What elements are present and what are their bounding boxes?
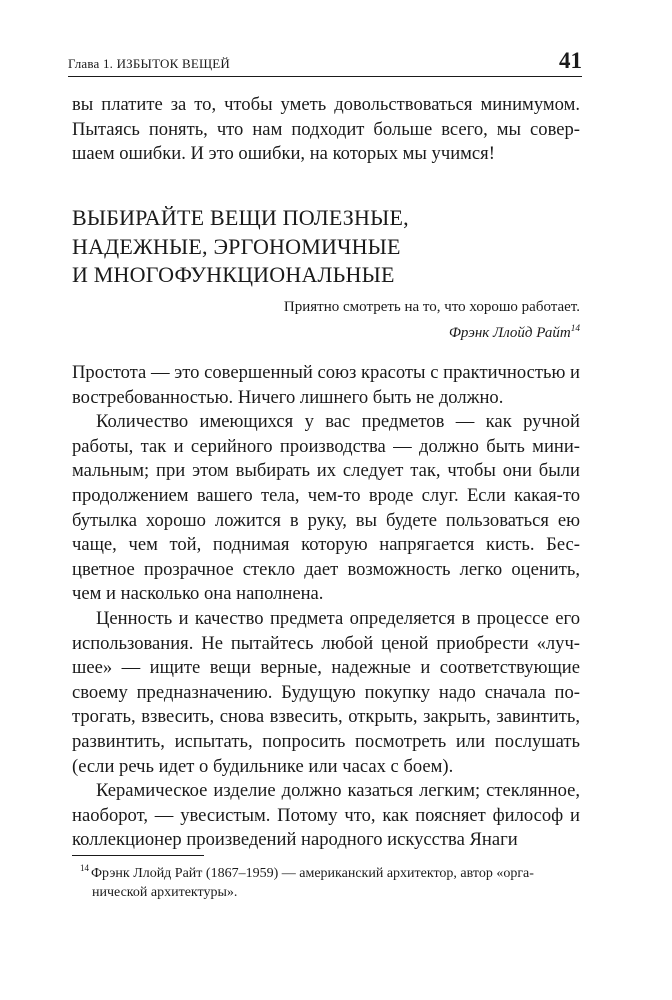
footnote-number: 14 [80,863,89,874]
text-line: чаще, чем той, поднимая которую напрягается кисть. Бес- [72,534,580,556]
epigraph-author-name: Фрэнк Ллойд Райт [448,325,571,341]
page-number: 41 [559,48,582,73]
paragraph [72,607,580,779]
text-line: трогать, взвесить, снова взвесить, открыть, закрыть, завинтить, [72,706,580,728]
heading-line: НАДЕЖНЫЕ, ЭРГОНОМИЧНЫЕ [72,233,401,259]
text-line: развинтить, испытать, попросить посмотреть или послушать [72,730,580,752]
text-line: цветное прозрачное стекло дает возможность легко оценить, [72,558,580,580]
text-line: продолжением вашего тела, чем-то вроде слуг. Если какая-то [72,484,580,506]
text-line: работы, так и серийного производства — должно быть мини- [72,435,580,457]
epigraph-quote: Приятно смотреть на то, что хорошо работает. [283,299,580,315]
paragraph [72,779,580,853]
footnote-line [80,864,580,883]
paragraph [72,361,580,410]
epigraph [284,294,580,346]
footnote [80,864,580,902]
text-line: и коллекционер произведений народного искусства Янаги [72,804,580,851]
running-head [68,50,582,76]
footnote-rule [72,855,204,856]
paragraph [72,93,580,167]
footnote-ref: 14 [570,324,580,334]
text-line: Ценность и качество предмета определяется в процессе его [96,607,580,629]
text-line: использования. Не пытайтесь любой ценой приобрести «луч- [72,632,580,654]
text-line: чем и насколько она наполнена. [72,583,324,605]
text-line: бутылка хорошо ложится в руку, вы будете пользоваться ею [72,509,580,531]
text-line: (если речь идет о будильнике или часах с боем). [72,755,454,777]
text-line: Простота — это совершенный союз красоты с практичностью [72,362,571,383]
running-title: Глава 1. ИЗБЫТОК ВЕЩЕЙ [68,56,231,71]
main-text [72,361,580,853]
heading-line: И МНОГОФУНКЦИОНАЛЬНЫЕ [72,262,395,287]
text-line: своему предназначению. Будущую покупку надо сначала по- [72,681,580,703]
text-line: вы платите за то, чтобы уметь довольствоваться минимумом. [72,94,580,115]
text-line: Керамическое изделие должно казаться легким; стеклянное, [96,780,580,802]
text-line: шаем ошибки. И это ошибки, на которых мы учимся! [72,143,495,165]
heading-line: ВЫБИРАЙТЕ ВЕЩИ ПОЛЕЗНЫЕ, [72,205,409,230]
header-rule [68,76,582,77]
epigraph-author [284,320,580,346]
text-line: наоборот, — увесистым. Потому что, как поясняет философ [72,804,571,826]
text-line: мальным; при этом выбирать их следует так, чтобы они были [72,460,580,482]
paragraph [72,410,580,607]
text-line: шее» — ищите вещи верные, надежные и соответствующие [72,657,580,679]
text-line: и востребованностью. Ничего лишнего быть не должно. [72,362,580,408]
section-heading [72,204,580,290]
text-line: Количество имеющихся у вас предметов — как ручной [96,411,580,433]
footnote-line: нической архитектуры». [92,885,238,900]
text-line: Пытаясь понять, что нам подходит больше всего, мы совер- [72,118,580,140]
footnote-text: Фрэнк Ллойд Райт (1867–1959) — американский архитектор, автор «орга- [91,866,534,881]
top-paragraph [72,93,580,167]
